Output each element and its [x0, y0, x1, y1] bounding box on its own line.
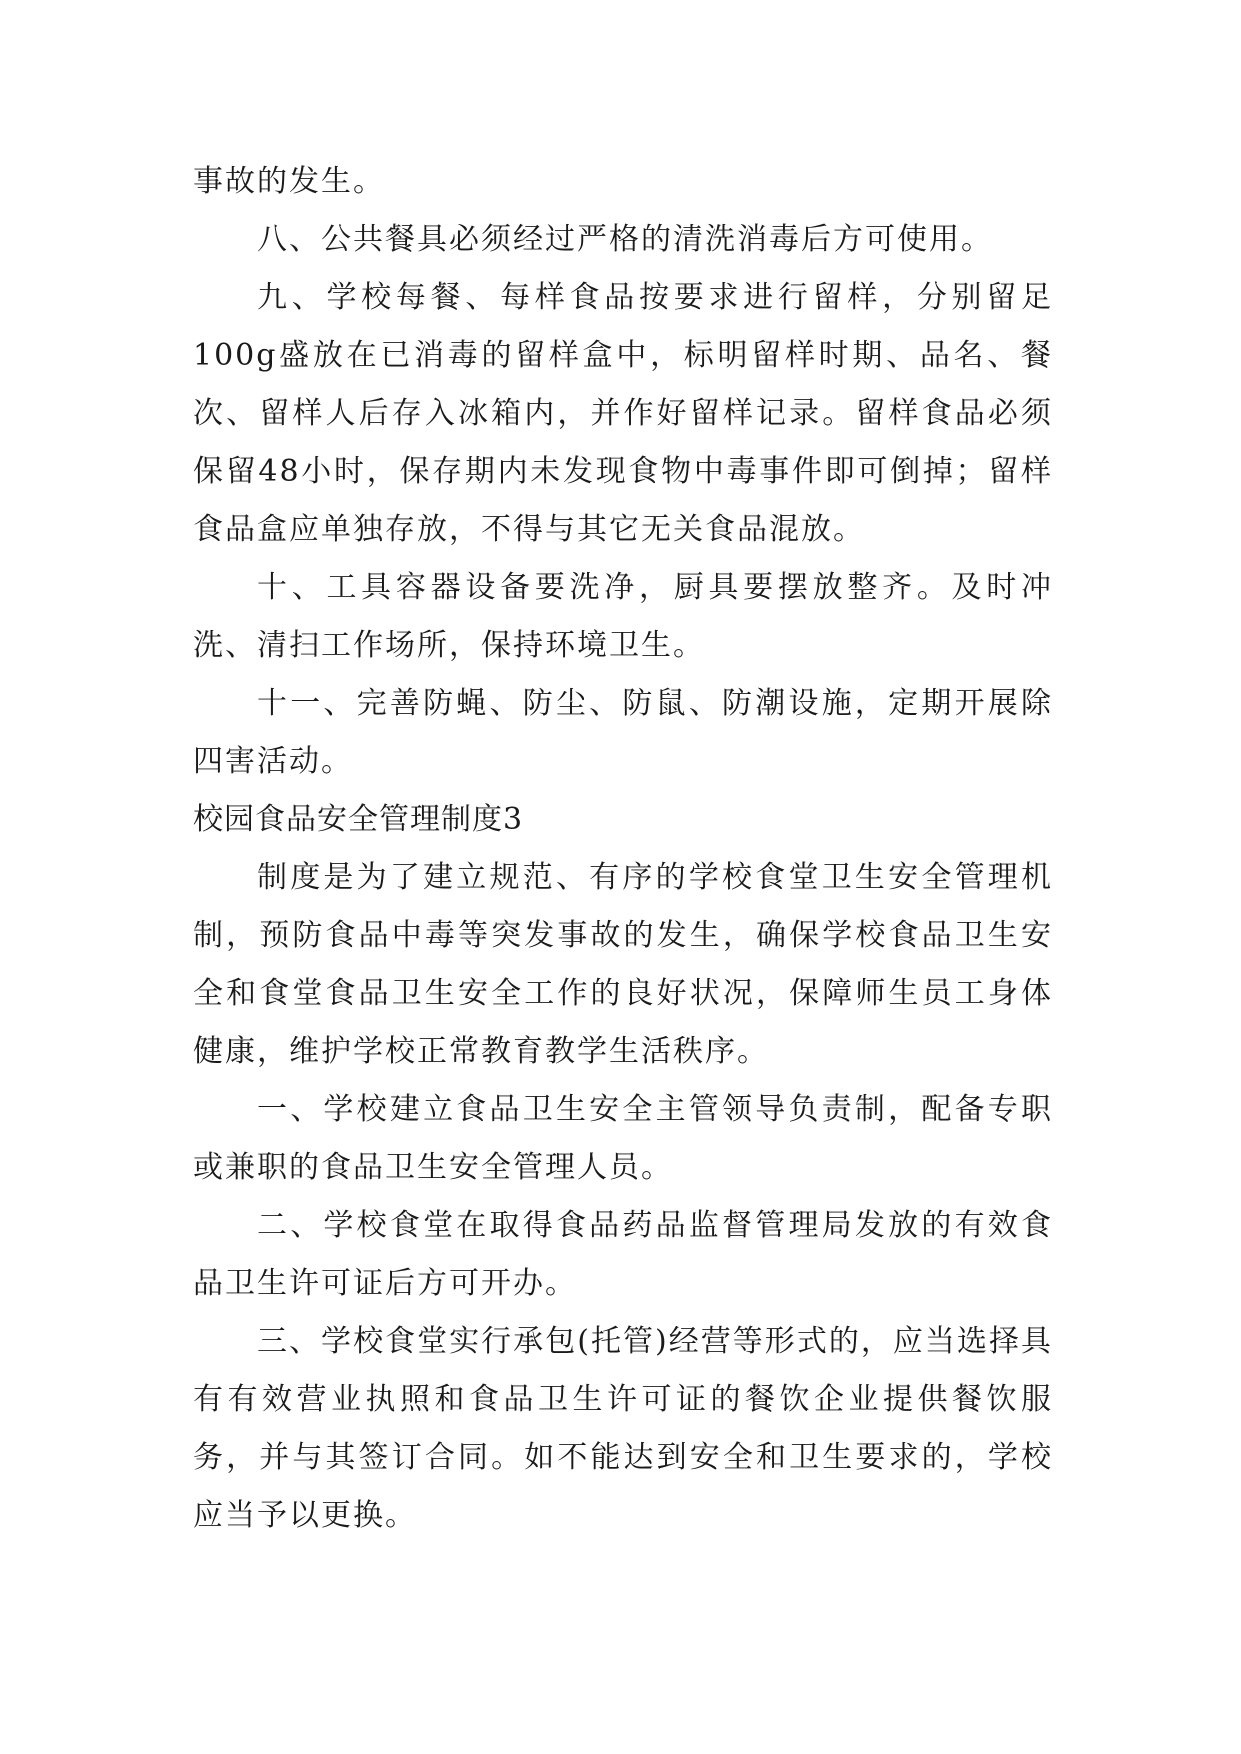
paragraph-item-3: 三、学校食堂实行承包(托管)经营等形式的，应当选择具有有效营业执照和食品卫生许可证的餐饮企业提供餐饮服务，并与其签订合同。如不能达到安全和卫生要求的，学校应当予以更换。: [193, 1324, 1053, 1533]
paragraph-item-11: 十一、完善防蝇、防尘、防鼠、防潮设施，定期开展除四害活动。: [193, 686, 1053, 779]
paragraph-item-2: 二、学校食堂在取得食品药品监督管理局发放的有效食品卫生许可证后方可开办。: [193, 1208, 1053, 1301]
paragraph-item-9: 九、学校每餐、每样食品按要求进行留样，分别留足100g盛放在已消毒的留样盒中，标明留样时期、品名、餐次、留样人后存入冰箱内，并作好留样记录。留样食品必须保留48小时，保存期内未发现食物中毒事件即可倒掉；留样食品盒应单独存放，不得与其它无关食品混放。: [193, 280, 1053, 547]
document-page: [193, 153, 1053, 1545]
paragraph-item-8: 八、公共餐具必须经过严格的清洗消毒后方可使用。: [257, 222, 993, 257]
section-title: 校园食品安全管理制度3: [193, 802, 524, 837]
paragraph-item-10: 十、工具容器设备要洗净，厨具要摆放整齐。及时冲洗、清扫工作场所，保持环境卫生。: [193, 570, 1053, 663]
paragraph-item-1: 一、学校建立食品卫生安全主管领导负责制，配备专职或兼职的食品卫生安全管理人员。: [193, 1092, 1053, 1185]
paragraph-intro: 制度是为了建立规范、有序的学校食堂卫生安全管理机制，预防食品中毒等突发事故的发生，确保学校食品卫生安全和食堂食品卫生安全工作的良好状况，保障师生员工身体健康，维护学校正常教育教学生活秩序。: [193, 860, 1053, 1069]
paragraph-accident-end: 事故的发生。: [193, 164, 385, 199]
